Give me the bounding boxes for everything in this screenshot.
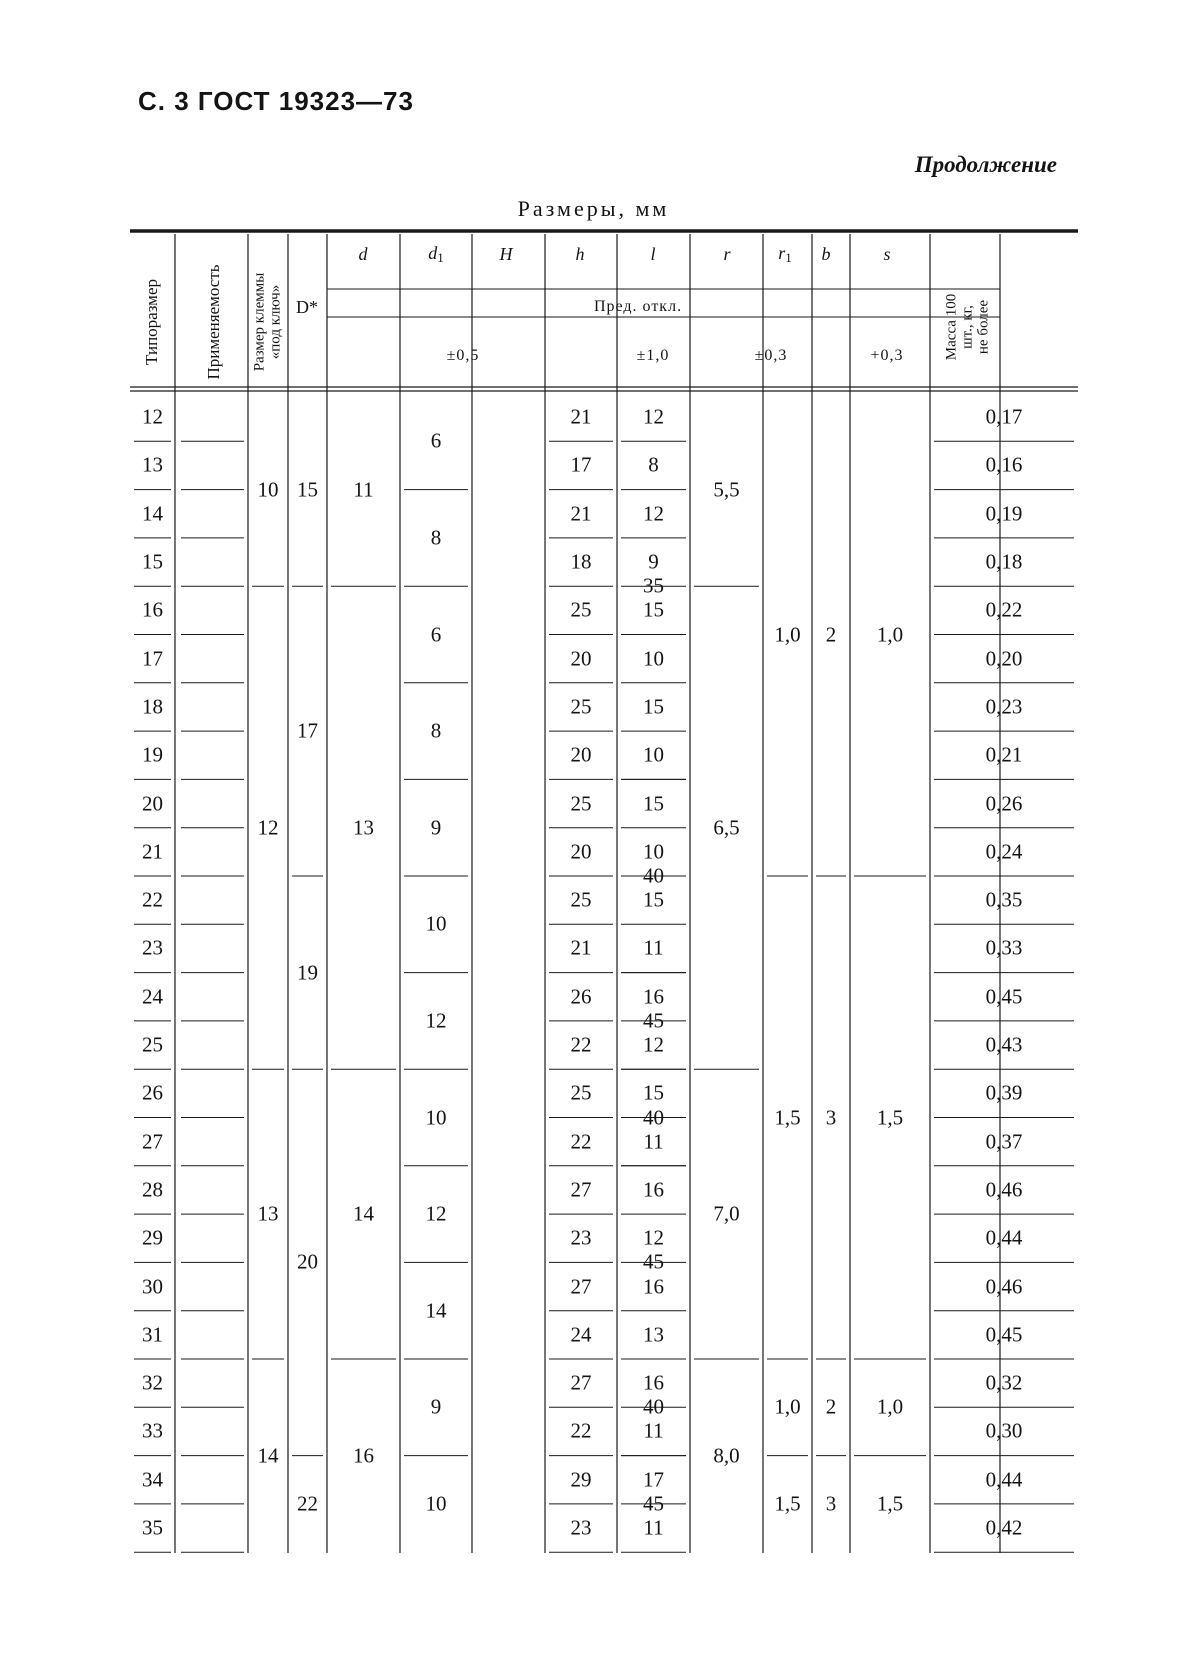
typesize-cell: 14 bbox=[142, 501, 163, 526]
r1-cell: 1,0 bbox=[774, 1394, 801, 1419]
H-cell: 17 bbox=[570, 452, 592, 477]
typesize-cell: 15 bbox=[142, 549, 163, 574]
typesize-cell: 24 bbox=[142, 984, 163, 1009]
typesize-cell: 28 bbox=[142, 1177, 163, 1202]
r-cell: 8,0 bbox=[713, 1443, 740, 1468]
header-H: H bbox=[499, 244, 513, 264]
H-cell: 20 bbox=[570, 742, 592, 767]
h-cell: 12 bbox=[643, 1225, 664, 1250]
D-cell: 15 bbox=[297, 477, 318, 502]
typesize-cell: 33 bbox=[142, 1418, 163, 1443]
h-cell: 15 bbox=[643, 694, 664, 719]
mass-cell: 0,22 bbox=[985, 597, 1023, 622]
tolerance-r-to-b: ±0,3 bbox=[754, 347, 788, 364]
typesize-cell: 12 bbox=[142, 404, 163, 429]
mass-cell: 0,45 bbox=[985, 984, 1023, 1009]
header-applicability: Применяемость bbox=[204, 264, 224, 380]
mass-cell: 0,33 bbox=[985, 935, 1023, 960]
s-cell: 1,5 bbox=[876, 1491, 904, 1516]
typesize-cell: 18 bbox=[142, 694, 163, 719]
d1-cell: 10 bbox=[425, 1105, 447, 1129]
H-cell: 25 bbox=[570, 887, 592, 912]
header-h: h bbox=[575, 244, 585, 264]
H-cell: 25 bbox=[570, 597, 592, 622]
h-cell: 15 bbox=[643, 791, 664, 816]
h-cell: 10 bbox=[643, 839, 664, 864]
d-cell: 11 bbox=[353, 477, 374, 502]
continuation-label: Продолжение bbox=[914, 152, 1057, 177]
header-clamp-size-line1: Размер клеммы bbox=[251, 272, 268, 372]
l-cell: 40 bbox=[643, 1394, 664, 1419]
h-cell: 12 bbox=[643, 404, 664, 429]
H-cell: 21 bbox=[570, 501, 592, 526]
typesize-cell: 35 bbox=[142, 1515, 163, 1540]
D-cell: 22 bbox=[297, 1491, 318, 1516]
H-cell: 21 bbox=[570, 404, 592, 429]
D-cell: 20 bbox=[297, 1249, 318, 1274]
d1-cell: 6 bbox=[430, 428, 442, 453]
tolerance-s: +0,3 bbox=[870, 347, 904, 364]
r1-cell: 1,5 bbox=[774, 1105, 801, 1129]
mass-cell: 0,35 bbox=[985, 887, 1023, 912]
h-cell: 11 bbox=[643, 1515, 664, 1540]
page-reference: С. 3 ГОСТ 19323—73 bbox=[138, 86, 414, 116]
r-cell: 5,5 bbox=[713, 477, 740, 502]
s-cell: 1,0 bbox=[876, 622, 904, 646]
header-s: s bbox=[883, 244, 891, 264]
H-cell: 25 bbox=[570, 1080, 592, 1105]
r1-cell: 1,0 bbox=[774, 622, 801, 646]
mass-cell: 0,32 bbox=[985, 1370, 1023, 1395]
h-cell: 16 bbox=[643, 1370, 664, 1395]
mass-cell: 0,43 bbox=[985, 1032, 1023, 1057]
D-cell: 17 bbox=[297, 718, 318, 743]
h-cell: 11 bbox=[643, 1129, 664, 1154]
H-cell: 26 bbox=[570, 984, 592, 1009]
r-cell: 6,5 bbox=[713, 815, 740, 840]
clamp-size-cell: 12 bbox=[257, 815, 279, 840]
mass-cell: 0,39 bbox=[985, 1080, 1023, 1105]
header-mass-line3: не более bbox=[974, 299, 991, 355]
h-cell: 12 bbox=[643, 1032, 664, 1057]
H-cell: 22 bbox=[570, 1418, 592, 1443]
typesize-cell: 23 bbox=[142, 935, 163, 960]
h-cell: 16 bbox=[643, 984, 664, 1009]
mass-cell: 0,44 bbox=[985, 1467, 1023, 1492]
mass-cell: 0,19 bbox=[985, 501, 1023, 526]
l-cell: 40 bbox=[643, 1105, 664, 1129]
s-cell: 1,0 bbox=[876, 1394, 904, 1419]
h-cell: 15 bbox=[643, 887, 664, 912]
H-cell: 27 bbox=[570, 1370, 592, 1395]
typesize-cell: 16 bbox=[142, 597, 163, 622]
mass-cell: 0,37 bbox=[985, 1129, 1023, 1154]
h-cell: 12 bbox=[643, 501, 664, 526]
header-d1-sub: 1 bbox=[437, 250, 444, 265]
typesize-cell: 30 bbox=[142, 1274, 163, 1299]
l-cell: 45 bbox=[643, 1008, 664, 1033]
h-cell: 10 bbox=[643, 646, 664, 671]
header-mass-line1: Масса 100 bbox=[943, 293, 960, 361]
header-mass bbox=[944, 294, 991, 360]
mass-cell: 0,18 bbox=[985, 549, 1023, 574]
mass-cell: 0,24 bbox=[985, 839, 1023, 864]
header-d1-main: d bbox=[428, 243, 438, 263]
mass-cell: 0,46 bbox=[985, 1177, 1023, 1202]
mass-cell: 0,26 bbox=[985, 791, 1023, 816]
mass-cell: 0,44 bbox=[985, 1225, 1023, 1250]
h-cell: 15 bbox=[643, 1080, 664, 1105]
mass-cell: 0,45 bbox=[985, 1322, 1023, 1347]
H-cell: 22 bbox=[570, 1032, 592, 1057]
H-cell: 21 bbox=[570, 935, 592, 960]
header-r1 bbox=[778, 244, 792, 264]
H-cell: 20 bbox=[570, 839, 592, 864]
b-cell: 3 bbox=[825, 1491, 837, 1516]
header-b: b bbox=[821, 244, 831, 264]
d1-cell: 14 bbox=[425, 1298, 447, 1323]
tolerance-l: ±1,0 bbox=[636, 347, 670, 364]
typesize-cell: 26 bbox=[142, 1080, 163, 1105]
h-cell: 11 bbox=[643, 935, 664, 960]
tolerance-d-to-h: ±0,5 bbox=[446, 347, 480, 364]
typesize-cell: 19 bbox=[142, 742, 163, 767]
d1-cell: 10 bbox=[425, 1491, 447, 1516]
d1-cell: 9 bbox=[430, 815, 442, 840]
H-cell: 18 bbox=[570, 549, 592, 574]
header-r1-main: r bbox=[778, 243, 786, 263]
h-cell: 17 bbox=[643, 1467, 664, 1492]
header-clamp-size-line2: «под ключ» bbox=[267, 284, 283, 360]
units-caption: Размеры, мм bbox=[517, 196, 670, 221]
l-cell: 40 bbox=[643, 863, 664, 888]
d-cell: 14 bbox=[353, 1201, 374, 1226]
d1-cell: 8 bbox=[430, 525, 442, 550]
mass-cell: 0,46 bbox=[985, 1274, 1023, 1299]
H-cell: 25 bbox=[570, 791, 592, 816]
H-cell: 27 bbox=[570, 1274, 592, 1299]
H-cell: 22 bbox=[570, 1129, 592, 1154]
mass-cell: 0,16 bbox=[985, 452, 1023, 477]
h-cell: 8 bbox=[648, 452, 659, 477]
l-cell: 35 bbox=[643, 573, 664, 598]
dimensions-table bbox=[130, 229, 1078, 1553]
b-cell: 2 bbox=[825, 1394, 837, 1419]
H-cell: 20 bbox=[570, 646, 592, 671]
h-cell: 15 bbox=[643, 597, 664, 622]
b-cell: 3 bbox=[825, 1105, 837, 1129]
header-clamp-size bbox=[252, 273, 284, 372]
typesize-cell: 27 bbox=[142, 1129, 163, 1154]
mass-cell: 0,42 bbox=[985, 1515, 1023, 1540]
mass-cell: 0,20 bbox=[985, 646, 1023, 671]
H-cell: 27 bbox=[570, 1177, 592, 1202]
tolerance-title: Пред. откл. bbox=[593, 298, 683, 315]
typesize-cell: 17 bbox=[142, 646, 163, 671]
clamp-size-cell: 10 bbox=[257, 477, 279, 502]
header-l: l bbox=[650, 244, 656, 264]
r1-cell: 1,5 bbox=[774, 1491, 801, 1516]
h-cell: 13 bbox=[643, 1322, 664, 1347]
d-cell: 16 bbox=[353, 1443, 374, 1468]
d1-cell: 10 bbox=[425, 911, 447, 936]
d1-cell: 8 bbox=[430, 718, 442, 743]
typesize-cell: 25 bbox=[142, 1032, 163, 1057]
header-D: D* bbox=[296, 297, 318, 317]
typesize-cell: 22 bbox=[142, 887, 163, 912]
d1-cell: 6 bbox=[430, 622, 442, 646]
header-d: d bbox=[358, 244, 368, 264]
b-cell: 2 bbox=[825, 622, 837, 646]
typesize-cell: 31 bbox=[142, 1322, 163, 1347]
d-cell: 13 bbox=[353, 815, 374, 840]
clamp-size-cell: 13 bbox=[257, 1201, 279, 1226]
h-cell: 10 bbox=[643, 742, 664, 767]
d1-cell: 12 bbox=[425, 1008, 447, 1033]
header-typesize: Типоразмер bbox=[142, 279, 162, 365]
l-cell: 45 bbox=[643, 1491, 664, 1516]
header-r1-sub: 1 bbox=[785, 250, 792, 265]
D-cell: 19 bbox=[297, 960, 318, 985]
mass-cell: 0,30 bbox=[985, 1418, 1023, 1443]
H-cell: 23 bbox=[570, 1515, 592, 1540]
H-cell: 24 bbox=[570, 1322, 592, 1347]
h-cell: 16 bbox=[643, 1274, 664, 1299]
H-cell: 29 bbox=[570, 1467, 592, 1492]
typesize-cell: 29 bbox=[142, 1225, 163, 1250]
header-r: r bbox=[723, 244, 731, 264]
typesize-cell: 21 bbox=[142, 839, 163, 864]
h-cell: 11 bbox=[643, 1418, 664, 1443]
mass-cell: 0,23 bbox=[985, 694, 1023, 719]
clamp-size-cell: 14 bbox=[257, 1443, 279, 1468]
r-cell: 7,0 bbox=[713, 1201, 740, 1226]
typesize-cell: 13 bbox=[142, 452, 163, 477]
typesize-cell: 34 bbox=[142, 1467, 163, 1492]
s-cell: 1,5 bbox=[876, 1105, 904, 1129]
typesize-cell: 20 bbox=[142, 791, 163, 816]
H-cell: 25 bbox=[570, 694, 592, 719]
table-grid bbox=[130, 229, 1078, 1553]
d1-cell: 12 bbox=[425, 1201, 447, 1226]
header-d1 bbox=[428, 244, 444, 264]
header-mass-line2: шт., кг, bbox=[959, 305, 976, 349]
h-cell: 16 bbox=[643, 1177, 664, 1202]
typesize-cell: 32 bbox=[142, 1370, 163, 1395]
d1-cell: 9 bbox=[430, 1394, 442, 1419]
h-cell: 9 bbox=[648, 549, 659, 574]
l-cell: 45 bbox=[643, 1249, 664, 1274]
mass-cell: 0,21 bbox=[985, 742, 1023, 767]
H-cell: 23 bbox=[570, 1225, 592, 1250]
mass-cell: 0,17 bbox=[985, 404, 1023, 429]
